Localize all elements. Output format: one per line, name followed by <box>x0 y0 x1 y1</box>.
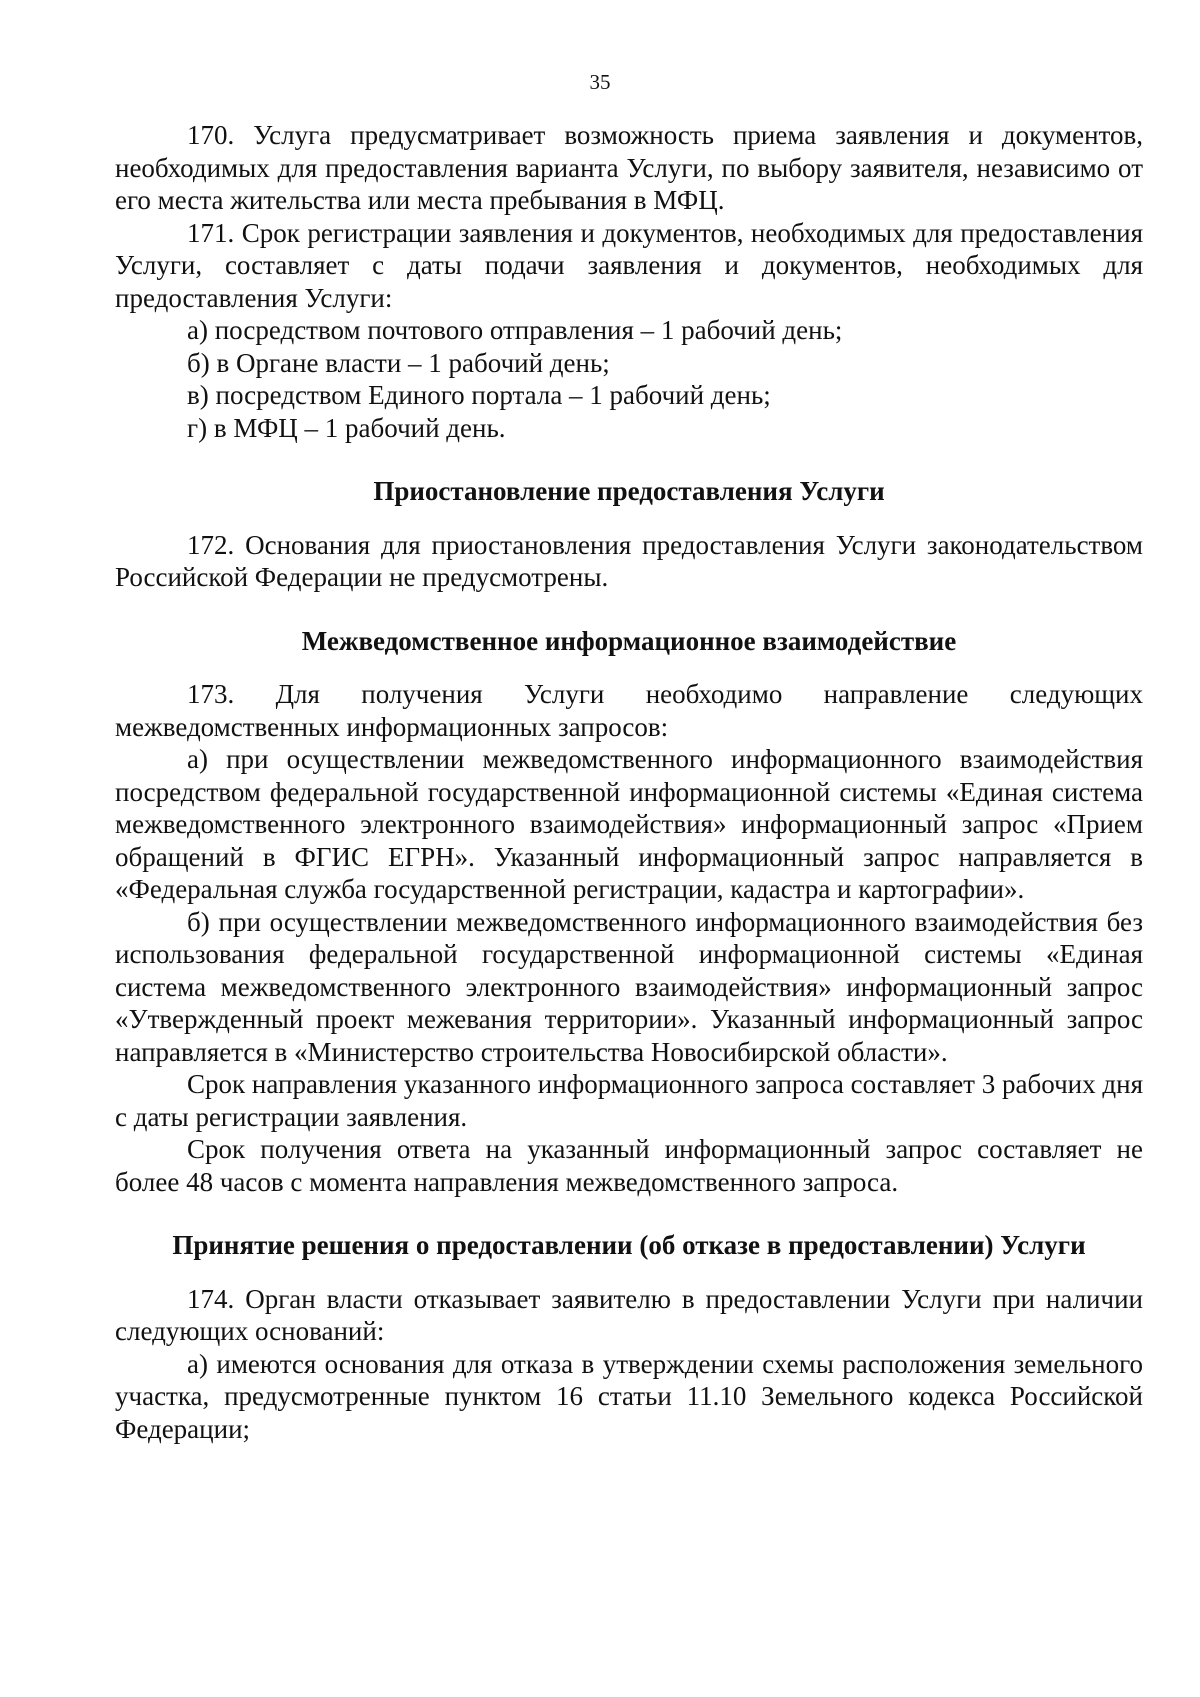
document-body <box>115 119 1143 1445</box>
heading-suspension: Приостановление предоставления Услуги <box>373 476 885 506</box>
page-number: 35 <box>589 70 611 94</box>
heading-interagency: Межведомственное информационное взаимодействие <box>301 625 957 656</box>
paragraph-173-response: Срок получения ответа на указанный информационный запрос составляет не более 48 часов с момента направления межведомственного запроса. <box>115 1134 1143 1197</box>
paragraph-171: 171. Срок регистрации заявления и документов, необходимых для предоставления Услуги, составляет с даты подачи заявления и документов, необходимых для предоставления Услуги: <box>115 217 1143 313</box>
paragraph-173-deadline: Срок направления указанного информационного запроса составляет 3 рабочих дня с даты регистрации заявления. <box>115 1069 1143 1132</box>
paragraph-174: 174. Орган власти отказывает заявителю в предоставлении Услуги при наличии следующих оснований: <box>115 1283 1143 1346</box>
paragraph-173: 173. Для получения Услуги необходимо направление следующих межведомственных информационных запросов: <box>115 679 1143 742</box>
list-item-171c: в) посредством Единого портала – 1 рабочий день; <box>187 380 771 410</box>
paragraph-173b: б) при осуществлении межведомственного информационного взаимодействия без использования федеральной государственной информационной системы «Единая система межведомственного электронного взаимодействия» информационный запрос «Утвержденный проект межевания территории». Указанный информационный запрос направляется в «Министерство строительства Новосибирской области». <box>115 906 1143 1067</box>
paragraph-174a: а) имеются основания для отказа в утверждении схемы расположения земельного участка, предусмотренные пунктом 16 статьи 11.10 Земельного кодекса Российской Федерации; <box>115 1348 1143 1444</box>
list-item-171b: б) в Органе власти – 1 рабочий день; <box>187 347 610 378</box>
paragraph-172: 172. Основания для приостановления предоставления Услуги законодательством Российской Федерации не предусмотрены. <box>115 529 1143 592</box>
heading-decision: Принятие решения о предоставлении (об отказе в предоставлении) Услуги <box>172 1230 1086 1260</box>
list-item-171d: г) в МФЦ – 1 рабочий день. <box>187 412 506 443</box>
paragraph-173a: а) при осуществлении межведомственного информационного взаимодействия посредством федеральной государственной информационной системы «Единая система межведомственного электронного взаимодействия» информационный запрос «Прием обращений в ФГИС ЕГРН». Указанный информационный запрос направляется в «Федеральная служба государственной регистрации, кадастра и картографии». <box>115 744 1143 904</box>
paragraph-170: 170. Услуга предусматривает возможность приема заявления и документов, необходимых для предоставления варианта Услуги, по выбору заявителя, независимо от его места жительства или места пребывания в МФЦ. <box>115 120 1143 215</box>
list-item-171a: а) посредством почтового отправления – 1 рабочий день; <box>187 315 843 345</box>
